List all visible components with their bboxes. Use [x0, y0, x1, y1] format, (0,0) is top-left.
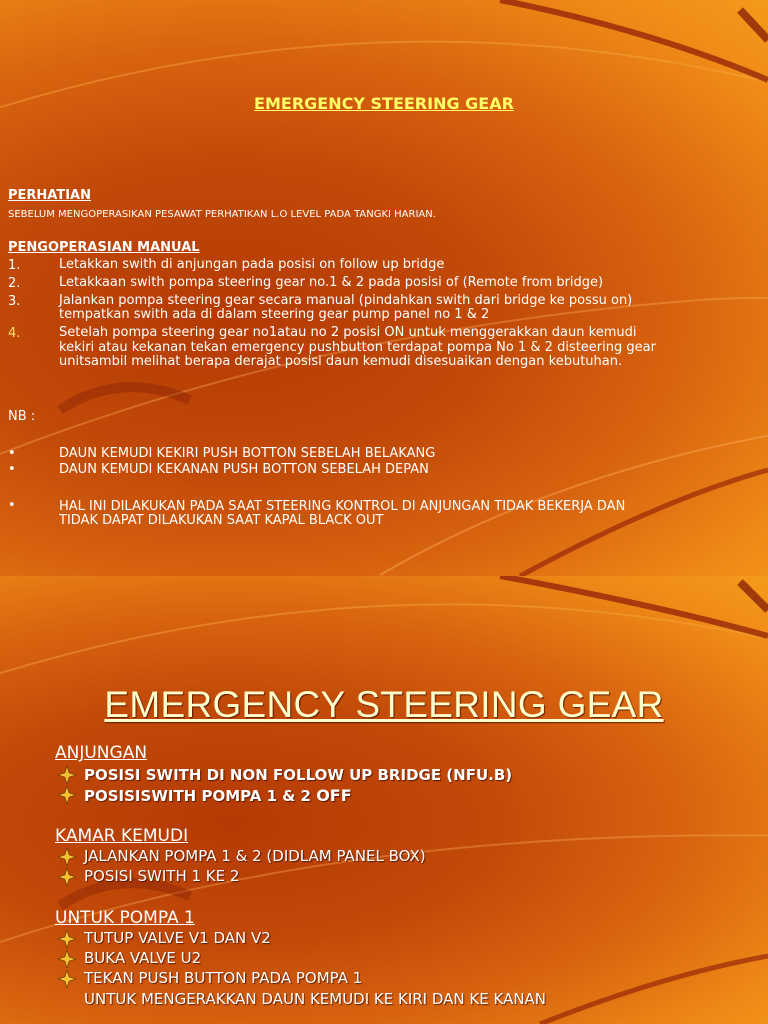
perhatian-text: SEBELUM MENGOPERASIKAN PESAWAT PERHATIKAN L.O LEVEL PADA TANGKI HARIAN.	[8, 209, 436, 220]
manual-item-4-line-2: kekiri atau kekanan tekan emergency pushbutton terdapat pompa No 1 & 2 disteering gear	[59, 340, 656, 355]
slide1-title: EMERGENCY STEERING GEAR	[254, 94, 514, 113]
star-bullet-icon	[58, 766, 76, 784]
pompa-item-4: UNTUK MENGERAKKAN DAUN KEMUDI KE KIRI DAN KE KANAN	[84, 990, 547, 1008]
star-bullet-icon	[58, 930, 76, 948]
slide-2	[0, 576, 768, 1024]
section-untuk-pompa-1-heading: UNTUK POMPA 1	[55, 908, 195, 928]
manual-item-4-line-3: unitsambil melihat berapa derajat posisi daun kemudi disesuaikan dengan kebutuhan.	[59, 354, 623, 369]
section-anjungan-heading: ANJUNGAN	[55, 743, 148, 763]
nb-bullet-1: •	[8, 446, 16, 461]
nb-bullet-3: •	[8, 498, 16, 513]
manual-item-1-text: Letakkan swith di anjungan pada posisi on follow up bridge	[59, 257, 445, 272]
kamar-kemudi-item-2: POSISI SWITH 1 KE 2	[84, 867, 240, 885]
star-bullet-icon	[58, 970, 76, 988]
manual-item-4-number: 4.	[8, 326, 21, 341]
manual-item-4-line-1: Setelah pompa steering gear no1atau no 2 posisi ON untuk menggerakkan daun kemudi	[59, 325, 637, 340]
star-bullet-icon	[58, 848, 76, 866]
kamar-kemudi-item-1: JALANKAN POMPA 1 & 2 (DIDLAM PANEL BOX)	[84, 847, 426, 865]
star-bullet-icon	[58, 786, 76, 804]
manual-item-3-number: 3.	[8, 294, 21, 309]
manual-item-3-line-2: tempatkan swith ada di dalam steering gear pump panel no 1 & 2	[59, 307, 490, 322]
anjungan-item-1: POSISI SWITH DI NON FOLLOW UP BRIDGE (NFU.B)	[84, 766, 513, 784]
manual-item-2-text: Letakkaan swith pompa steering gear no.1 & 2 pada posisi of (Remote from bridge)	[59, 275, 604, 290]
anjungan-item-2: POSISISWITH POMPA 1 & 2 OFF	[84, 786, 352, 805]
nb-item-3-line-1: HAL INI DILAKUKAN PADA SAAT STEERING KONTROL DI ANJUNGAN TIDAK BEKERJA DAN	[59, 499, 626, 514]
nb-label: NB :	[8, 409, 36, 424]
slide2-title: EMERGENCY STEERING GEAR	[104, 684, 664, 725]
section-kamar-kemudi-heading: KAMAR KEMUDI	[55, 826, 189, 846]
manual-heading: PENGOPERASIAN MANUAL	[8, 240, 200, 255]
pompa-item-1: TUTUP VALVE V1 DAN V2	[84, 929, 271, 947]
nb-item-1: DAUN KEMUDI KEKIRI PUSH BOTTON SEBELAH BELAKANG	[59, 446, 436, 461]
manual-item-2-number: 2.	[8, 276, 21, 291]
star-bullet-icon	[58, 868, 76, 886]
nb-item-2: DAUN KEMUDI KEKANAN PUSH BOTTON SEBELAH DEPAN	[59, 462, 429, 477]
nb-bullet-2: •	[8, 462, 16, 477]
nb-item-3-line-2: TIDAK DAPAT DILAKUKAN SAAT KAPAL BLACK OUT	[59, 513, 384, 528]
manual-item-1-number: 1.	[8, 258, 21, 273]
star-bullet-icon	[58, 950, 76, 968]
manual-item-3-line-1: Jalankan pompa steering gear secara manual (pindahkan swith dari bridge ke possu on)	[59, 293, 633, 308]
pompa-item-2: BUKA VALVE U2	[84, 949, 202, 967]
pompa-item-3: TEKAN PUSH BUTTON PADA POMPA 1	[84, 969, 363, 987]
perhatian-heading: PERHATIAN	[8, 188, 91, 203]
